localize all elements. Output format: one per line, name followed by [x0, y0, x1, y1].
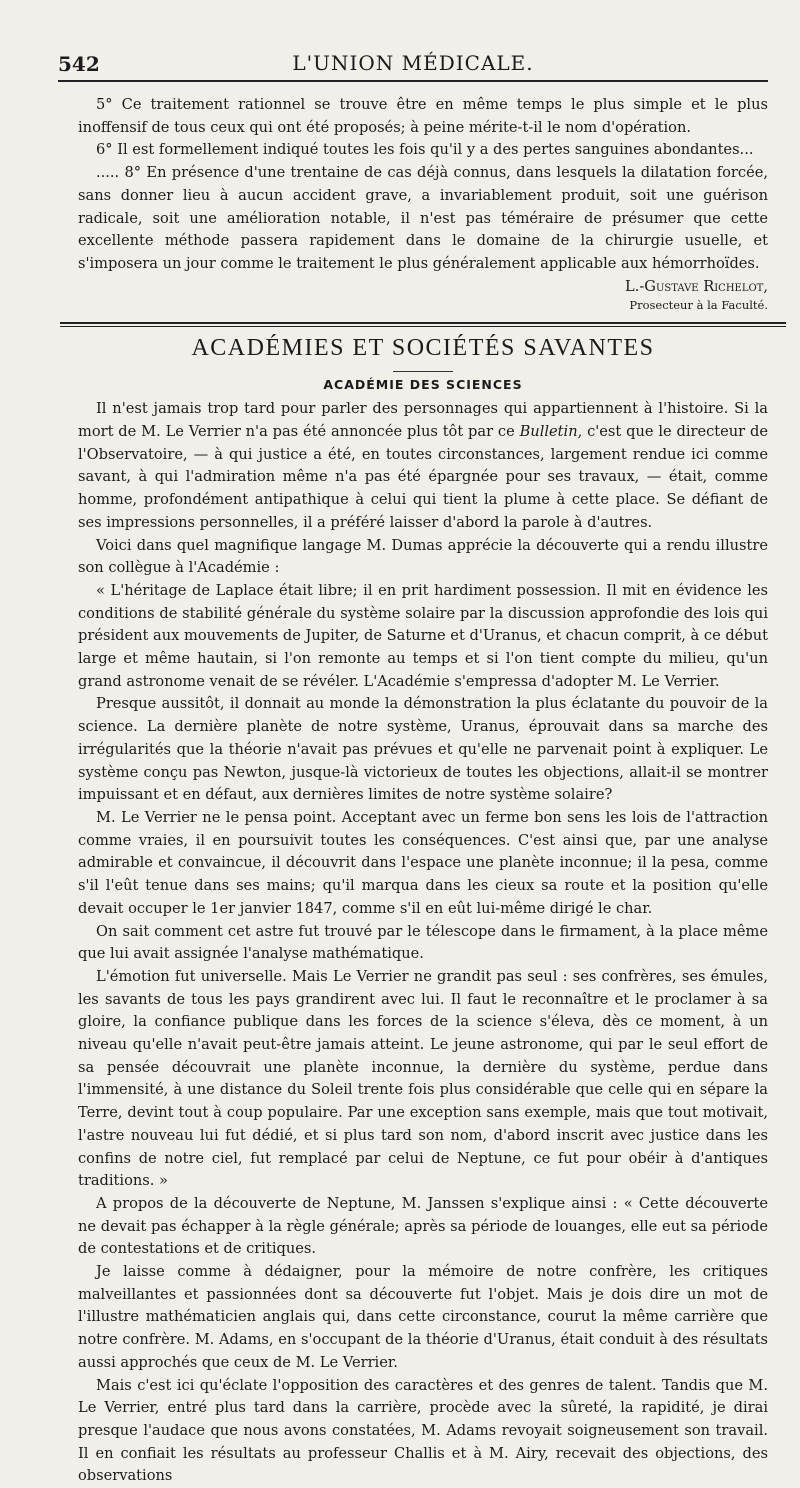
- paragraph: 5° Ce traitement rationnel se trouve être en même temps le plus simple et le plus inoffensif de tous ceux qui ont été proposés; à peine mérite-t-il le nom d'opération.: [78, 96, 768, 136]
- title-rule: [393, 371, 453, 372]
- page-header: [58, 50, 768, 82]
- paragraph: Presque aussitôt, il donnait au monde la démonstration la plus éclatante du pouvoir de la science. La dernière planète de notre système, Uranus, éprouvait dans sa marche des irrégularités que la théorie n'avait pas prévues et qu'elle ne parvenait point à expliquer. Le système conçu pas Newton, jusque-là victorieux de toutes les objections, allait-il se montrer impuissant et en défaut, aux dernières limites de notre système solaire?: [78, 695, 768, 804]
- paragraph: L'émotion fut universelle. Mais Le Verrier ne grandit pas seul : ses confrères, ses émules, les savants de tous les pays grandirent avec lui. Il faut le reconnaître et le proclamer à sa gloire, la confiance publique dans les forces de la science s'éleva, dès ce moment, à un niveau qu'elle n'avait peut-être jamais atteint. Le jeune astronome, qui par le seul effort de sa pensée découvrait une planète inconnue, la dernière du système, perdue dans l'immensité, à une distance du Soleil trente fois plus considérable que celle qui en sépare la Terre, devint tout à coup populaire. Par une exception sans exemple, mais que tout motivait, l'astre nouveau lui fut dédié, et si plus tard son nom, d'abord inscrit avec justice dans les confins de notre ciel, fut remplacé par celui de Neptune, ce fut pour obéir à d'antiques traditions. »: [78, 967, 768, 1190]
- paragraph: Je laisse comme à dédaigner, pour la mémoire de notre confrère, les critiques malveillantes et passionnées dont sa découverte fut l'objet. Mais je dois dire un mot de l'illustre mathématicien anglais qui, dans cette circonstance, courut la même carrière que notre confrère. M. Adams, en s'occupant de la théorie d'Uranus, était conduit à des résultats aussi approchés que ceux de M. Le Verrier.: [78, 1263, 768, 1371]
- running-title: L'UNION MÉDICALE.: [292, 51, 534, 75]
- author-role: Prosecteur à la Faculté.: [629, 298, 768, 313]
- publication-name: Bulletin: [519, 423, 578, 441]
- paragraph: « L'héritage de Laplace était libre; il en prit hardiment possession. Il mit en évidence les conditions de stabilité générale du système solaire par la discussion approfondie des lois qui président aux mouvements de Jupiter, de Saturne et d'Uranus, et chacun comprit, à ce début large et même hautain, si l'on remonte au temps et si l'on tient compte du milieu, qu'un grand astronome venait de se révéler. L'Académie s'empressa d'adopter M. Le Verrier.: [78, 581, 768, 690]
- section-title: ACADÉMIES ET SOCIÉTÉS SAVANTES: [191, 335, 655, 362]
- paragraph: [78, 398, 768, 534]
- paragraph: M. Le Verrier ne le pensa point. Acceptant avec un ferme bon sens les lois de l'attraction comme vraies, il en poursuivit toutes les conséquences. C'est ainsi que, par une analyse admirable et convaincue, il découvrit dans l'espace une planète inconnue; il la pesa, comme s'il l'eût tenue dans ses mains; qu'il marqua dans les cieux sa route et la position qu'elle devait occuper le 1er janvier 1847, comme s'il en eût lui-même dirigé le char.: [78, 808, 768, 917]
- author-name: L.-Gustave Richelot,: [625, 277, 768, 295]
- page-number: 542: [58, 52, 100, 76]
- paragraph-text: , c'est que le directeur de l'Observatoire, — à qui justice a été, en toutes circonstances, largement rendue ici comme savant, à qui l'admiration même n'a pas été épargnée pour ses travaux, — était, comme homme, profondément antipathique à celui qui tient la plume à cette place. Se défiant de ses impressions personnelles, il a préféré laisser d'abord la parole à d'autres.: [78, 423, 768, 531]
- section-divider: [60, 322, 786, 327]
- paragraph: Voici dans quel magnifique langage M. Dumas apprécie la découverte qui a rendu illustre son collègue à l'Académie :: [78, 536, 768, 577]
- paragraph: Mais c'est ici qu'éclate l'opposition des caractères et des genres de talent. Tandis que M. Le Verrier, entré plus tard dans la carrière, procède avec la sûreté, la rapidité, je dirai presque l'audace que nous avons constatées, M. Adams revoyait soigneusement son travail. Il en confiait les résultats au professeur Challis et à M. Airy, recevait des objections, des observations: [78, 1376, 768, 1485]
- paragraph: On sait comment cet astre fut trouvé par le télescope dans le firmament, à la place même que lui avait assignée l'analyse mathématique.: [78, 922, 768, 963]
- paragraph: A propos de la découverte de Neptune, M. Janssen s'explique ainsi : « Cette découverte ne devait pas échapper à la règle générale; après sa période de louanges, elle eut sa période de contestations et de critiques.: [78, 1194, 768, 1258]
- author-signature: [78, 276, 768, 299]
- page-content: [78, 94, 768, 1488]
- subsection-title: ACADÉMIE DES SCIENCES: [323, 377, 523, 393]
- paragraph: 6° Il est formellement indiqué toutes les fois qu'il y a des pertes sanguines abondantes...: [96, 141, 754, 159]
- paragraph-text: Il n'est jamais trop tard pour parler des personnages qui appartiennent à l'histoire. Si la mort de M. Le Verrier n'a pas été annoncée plus tôt par ce: [78, 400, 768, 441]
- paragraph: ..... 8° En présence d'une trentaine de cas déjà connus, dans lesquels la dilatation forcée, sans donner lieu à aucun accident grave, a invariablement produit, soit une guérison radicale, soit une amélioration notable, il n'est pas téméraire de présumer que cette excellente méthode passera rapidement dans le domaine de la chirurgie usuelle, et s'imposera un jour comme le traitement le plus généralement applicable aux hémorrhoïdes.: [78, 164, 768, 272]
